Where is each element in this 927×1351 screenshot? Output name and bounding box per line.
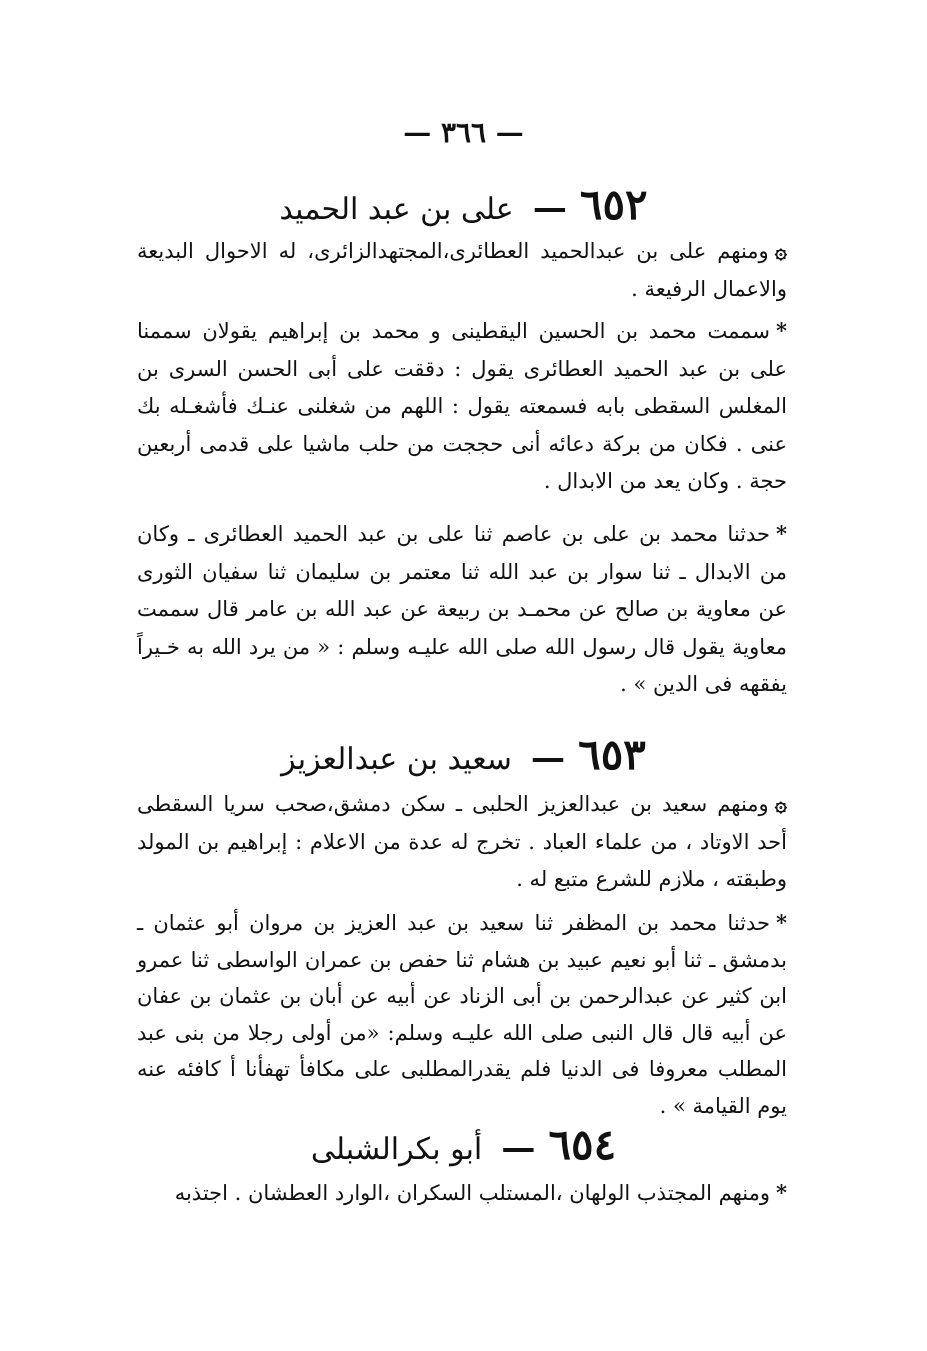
asterisk-marker-icon: * <box>776 1180 787 1205</box>
heading-dash: — <box>531 738 566 778</box>
paragraph-653-hadith <box>137 905 787 1125</box>
paragraph-text: ومنهم سعيد بن عبدالعزيز الحلبى ـ سكن دمشق،صحب سريا السقطى أحد الاوتاد ، من علماء العباد . تخرج له عدة من الاعلام : إبراهيم بن المولد وطبقته ، ملازم للشرع متبع له . <box>137 792 787 891</box>
paragraph-652-hadith <box>137 515 787 704</box>
paragraph-text: ومنهم المجتذب الولهان ،المستلب السكران ،الوارد العطشان . اجتذبه <box>174 1181 771 1205</box>
entry-name: سعيد بن عبدالعزيز <box>281 742 512 777</box>
paragraph-654-intro <box>137 1174 787 1213</box>
entry-name: أبو بكرالشبلى <box>310 1132 483 1167</box>
asterisk-marker-icon: * <box>776 318 787 343</box>
paragraph-text: سممت محمد بن الحسين اليقطينى و محمد بن إبراهيم يقولان سممنا على بن عبد الحميد العطائرى يقول : دققت على أبى الحسن السرى بن المغلس السقطى بابه فسمعته يقول : اللهم من شغلنى عنـك فأشغـله بك عنى . فكان من بركة دعائه أنى حججت من حلب ماشيا على قدمى أربعين حجة . وكان يعد من الابدال . <box>137 319 787 493</box>
flower-marker-icon: ۞ <box>774 238 787 263</box>
asterisk-marker-icon: * <box>776 910 787 935</box>
heading-dash: — <box>501 1128 536 1168</box>
section-heading-654 <box>0 1120 927 1169</box>
paragraph-652-intro <box>137 232 787 308</box>
entry-number: ٦٥٤ <box>548 1120 617 1169</box>
paragraph-text: حدثنا محمد بن المظفر ثنا سعيد بن عبد العزيز بن مروان أبو عثمان ـ بدمشق ـ ثنا أبو نعيم عبيد بن هشام ثنا حفص بن عمران الواسطى ثنا عمرو ابن كثير عن عبدالرحمن بن أبى الزناد عن أبيه عن أبان بن عثمان بن عفان عن أبيه قال قال النبى صلى الله عليـه وسلم: «من أولى رجلا من بنى عبد المطلب معروفا فى الدنيا فلم يقدرالمطلبى على مكافأ تهفأنا أ كافئه عنه يوم القيامة » . <box>137 911 787 1118</box>
asterisk-marker-icon: * <box>776 521 787 546</box>
paragraph-652-narration <box>137 312 787 501</box>
entry-number: ٦٥٢ <box>579 180 648 229</box>
paragraph-text: حدثنا محمد بن على بن عاصم ثنا على بن عبد الحميد العطائرى ـ وكان من الابدال ـ ثنا سوار بن عبد الله ثنا معتمر بن سليمان ثنا سفيان الثورى عن معاوية بن صالح عن محمـد بن ربيعة عن عبد الله بن عامر قال سممت معاوية يقول قال رسول الله صلى الله عليـه وسلم : « من يرد الله به خـيراً يفقهه فى الدين » . <box>137 522 787 696</box>
flower-marker-icon: ۞ <box>774 791 787 816</box>
paragraph-653-intro <box>137 785 787 899</box>
section-heading-653 <box>0 730 927 779</box>
entry-number: ٦٥٣ <box>578 730 646 779</box>
section-heading-652 <box>0 180 927 229</box>
heading-dash: — <box>532 188 567 228</box>
paragraph-text: ومنهم على بن عبدالحميد العطائرى،المجتهدالزائرى، له الاحوال البديعة والاعمال الرفيعة . <box>137 239 787 301</box>
page-number: — ٣٦٦ — <box>403 116 524 149</box>
entry-name: على بن عبد الحميد <box>279 192 514 227</box>
